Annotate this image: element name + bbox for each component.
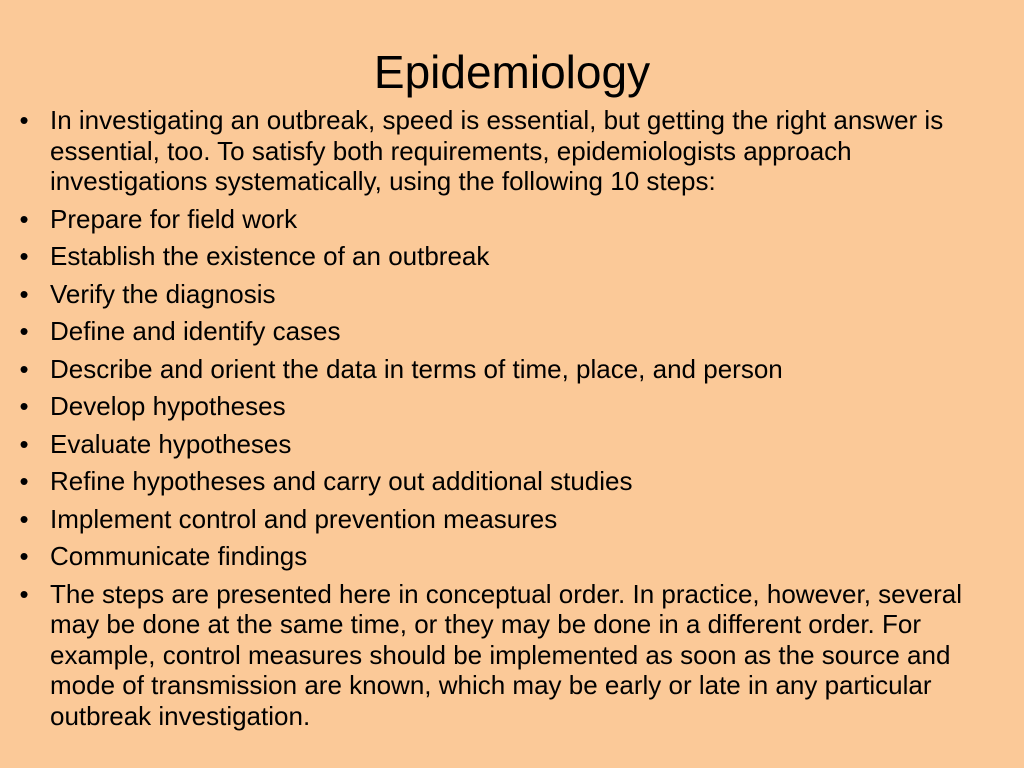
- bullet-text: Verify the diagnosis: [50, 278, 276, 309]
- bullet-dot-icon: •: [19, 428, 29, 459]
- bullet-dot-icon: •: [19, 391, 29, 421]
- bullet-dot-icon: •: [19, 578, 29, 609]
- bullet-item: [14, 466, 1004, 497]
- bullet-dot-icon: •: [19, 503, 29, 534]
- bullet-item: [14, 105, 1004, 197]
- bullet-item: [14, 541, 1004, 572]
- bullet-item: [14, 504, 1004, 535]
- slide-title: Epidemiology: [373, 46, 651, 98]
- bullet-text: In investigating an outbreak, speed is essential, but getting the right answer is essential, too. To satisfy both requirements, epidemiologists approach investigations systematically, using the following 10 steps:: [50, 105, 944, 196]
- bullet-text: Implement control and prevention measures: [50, 503, 558, 534]
- bullet-item: [14, 579, 1004, 732]
- bullet-dot-icon: •: [19, 353, 29, 384]
- bullet-dot-icon: •: [19, 203, 29, 234]
- bullet-dot-icon: •: [19, 466, 29, 496]
- bullet-dot-icon: •: [19, 105, 29, 135]
- bullet-dot-icon: •: [19, 241, 29, 271]
- bullet-text: Describe and orient the data in terms of time, place, and person: [50, 353, 783, 384]
- bullet-item: [14, 429, 1004, 460]
- bullet-text: The steps are presented here in conceptual order. In practice, however, several may be done at the same time, or they may be done in a different order. For example, control measures should be implemented as soon as the source and mode of transmission are known, which may be early or late in any particular outbreak investigation.: [50, 578, 962, 731]
- bullet-list: [14, 105, 1004, 738]
- bullet-item: [14, 391, 1004, 422]
- bullet-item: [14, 316, 1004, 347]
- bullet-text: Evaluate hypotheses: [50, 428, 292, 459]
- bullet-item: [14, 241, 1004, 272]
- bullet-dot-icon: •: [19, 316, 29, 346]
- bullet-text: Communicate findings: [50, 541, 308, 571]
- bullet-dot-icon: •: [19, 278, 29, 309]
- bullet-text: Develop hypotheses: [50, 391, 286, 421]
- bullet-text: Prepare for field work: [50, 203, 298, 234]
- bullet-item: [14, 204, 1004, 235]
- bullet-text: Define and identify cases: [50, 316, 341, 346]
- bullet-item: [14, 354, 1004, 385]
- bullet-text: Establish the existence of an outbreak: [50, 241, 490, 271]
- bullet-dot-icon: •: [19, 541, 29, 571]
- bullet-item: [14, 279, 1004, 310]
- bullet-text: Refine hypotheses and carry out additional studies: [50, 466, 633, 496]
